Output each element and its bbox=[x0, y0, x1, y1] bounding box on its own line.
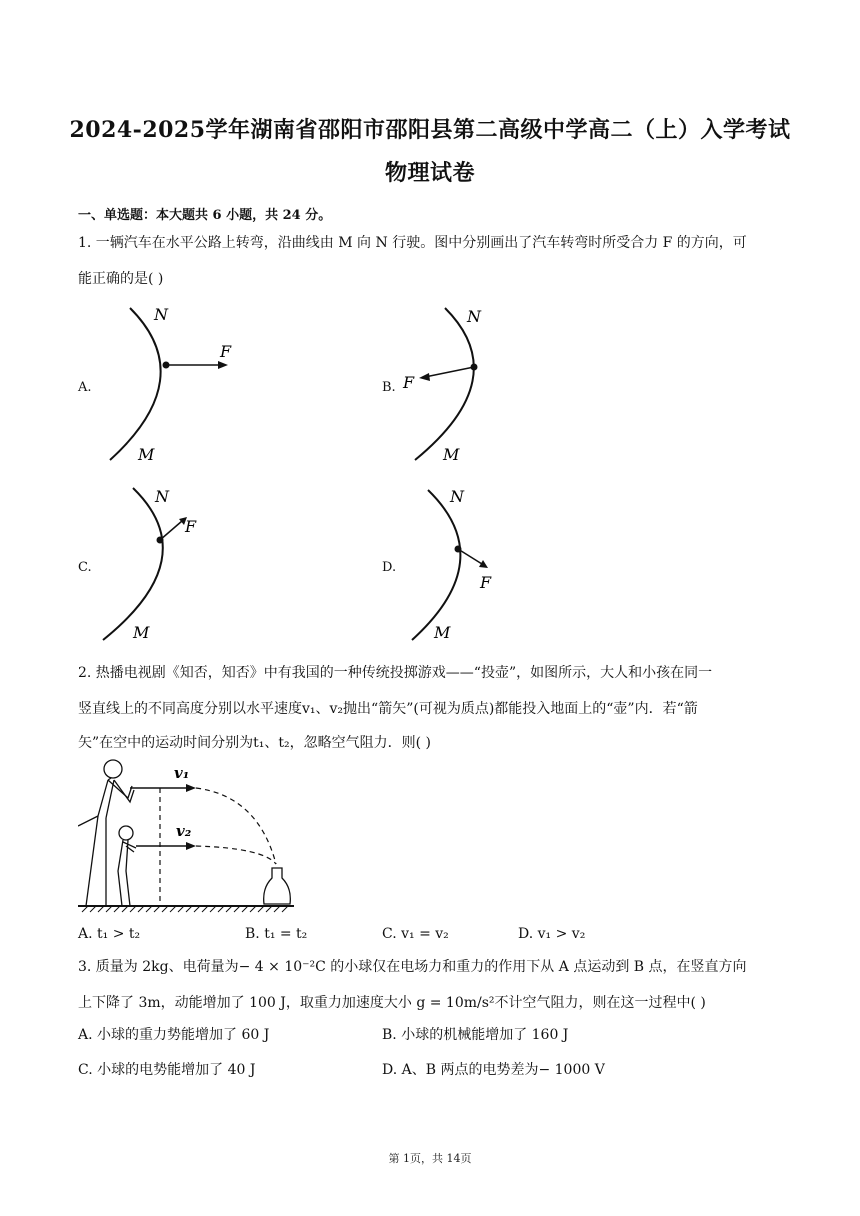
q2-line3: 矢”在空中的运动时间分别为t₁、t₂，忽略空气阻力．则( ) bbox=[78, 735, 432, 751]
q1-figure-b bbox=[395, 298, 545, 468]
label-m: M bbox=[133, 623, 150, 642]
q1-option-a-label: A. bbox=[78, 380, 92, 395]
q2-option-d: D. v₁ > v₂ bbox=[518, 926, 586, 942]
label-v1: v₁ bbox=[174, 764, 190, 782]
label-m: M bbox=[443, 445, 460, 464]
exam-title-line2: 物理试卷 bbox=[384, 160, 475, 186]
q3-option-b: B. 小球的机械能增加了 160 J bbox=[382, 1027, 569, 1043]
label-m: M bbox=[434, 623, 451, 642]
exam-title-line1: 2024-2025学年湖南省邵阳市邵阳县第二高级中学高二（上）入学考试 bbox=[69, 117, 791, 143]
q3-option-a: A. 小球的重力势能增加了 60 J bbox=[78, 1027, 270, 1043]
label-n: N bbox=[154, 305, 168, 324]
q1-figure-c bbox=[95, 480, 245, 645]
q3-line1: 3. 质量为 2kg、电荷量为− 4 × 10⁻²C 的小球仅在电场力和重力的作用下从 A 点运动到 B 点，在竖直方向 bbox=[78, 959, 747, 975]
q2-line1: 2. 热播电视剧《知否，知否》中有我国的一种传统投掷游戏——“投壶”，如图所示，大人和小孩在同一 bbox=[78, 665, 713, 681]
q1-option-b-label: B. bbox=[382, 380, 396, 395]
page-footer: 第 1页，共 14页 bbox=[388, 1152, 472, 1165]
q1-line2: 能正确的是( ) bbox=[78, 271, 164, 287]
label-f: F bbox=[403, 373, 415, 392]
q1-figure-a bbox=[100, 298, 250, 468]
label-f: F bbox=[185, 517, 197, 536]
q2-option-a: A. t₁ > t₂ bbox=[78, 926, 141, 942]
q1-line1: 1. 一辆汽车在水平公路上转弯，沿曲线由 M 向 N 行驶。图中分别画出了汽车转弯时所受合力 F 的方向，可 bbox=[78, 235, 747, 251]
q1-figure-d bbox=[400, 480, 550, 645]
q2-option-c: C. v₁ = v₂ bbox=[382, 926, 449, 942]
label-v2: v₂ bbox=[176, 822, 192, 840]
q1-option-d-label: D. bbox=[382, 560, 397, 575]
q1-option-c-label: C. bbox=[78, 560, 92, 575]
section-heading: 一、单选题：本大题共 6 小题，共 24 分。 bbox=[78, 208, 332, 223]
label-m: M bbox=[138, 445, 155, 464]
label-f: F bbox=[220, 342, 232, 361]
q2-figure-touhu bbox=[78, 756, 300, 916]
q3-option-c: C. 小球的电势能增加了 40 J bbox=[78, 1062, 256, 1078]
q2-option-b: B. t₁ = t₂ bbox=[245, 926, 308, 942]
label-n: N bbox=[155, 487, 169, 506]
q2-line2: 竖直线上的不同高度分别以水平速度v₁、v₂抛出“箭矢”(可视为质点)都能投入地面上的“壶”内．若“箭 bbox=[78, 701, 698, 717]
label-f: F bbox=[480, 573, 492, 592]
label-n: N bbox=[450, 487, 464, 506]
label-n: N bbox=[467, 307, 481, 326]
q3-option-d: D. A、B 两点的电势差为− 1000 V bbox=[382, 1062, 605, 1078]
q3-line2: 上下降了 3m，动能增加了 100 J，取重力加速度大小 g = 10m/s²不计空气阻力，则在这一过程中( ) bbox=[78, 995, 706, 1011]
